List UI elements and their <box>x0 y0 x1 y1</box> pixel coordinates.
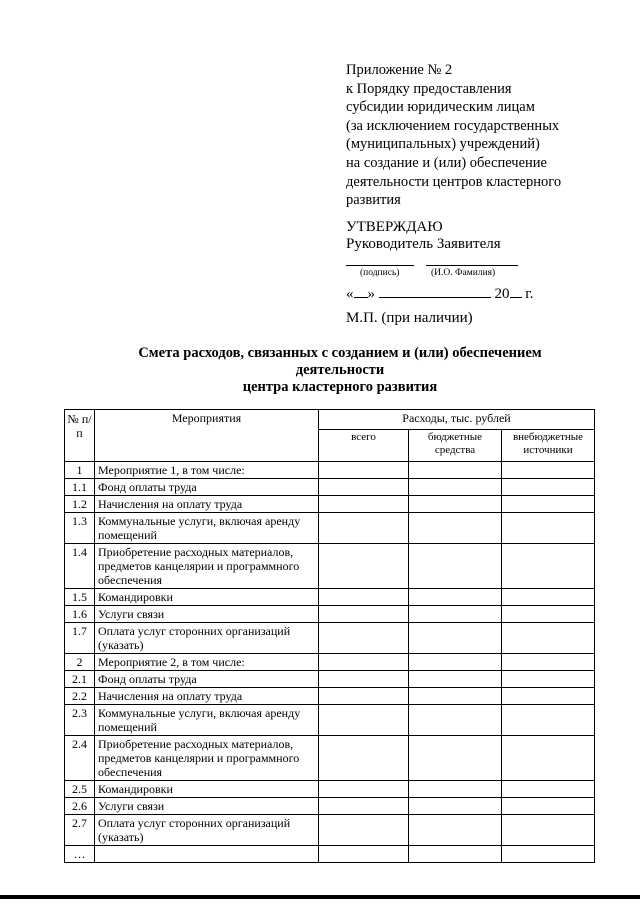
table-row <box>65 671 595 688</box>
date-suffix: г. <box>525 286 534 302</box>
table-row <box>65 798 595 815</box>
extra-budget-cell[interactable] <box>502 688 595 705</box>
row-number: 1.2 <box>65 496 95 513</box>
header-total: всего <box>319 430 409 462</box>
annex-line: (муниципальных) учреждений) <box>346 136 540 153</box>
annex-line: к Порядку предоставления <box>346 80 512 97</box>
row-activity: Командировки <box>95 781 319 798</box>
table-row <box>65 496 595 513</box>
total-cell[interactable] <box>319 654 409 671</box>
signature-caption: (подпись) <box>360 268 400 278</box>
row-activity: Фонд оплаты труда <box>95 671 319 688</box>
approval-role: Руководитель Заявителя <box>346 236 501 252</box>
row-number: 1.6 <box>65 606 95 623</box>
budget-table <box>64 409 595 863</box>
extra-budget-cell[interactable] <box>502 513 595 544</box>
header-expenses: Расходы, тыс. рублей <box>319 410 595 430</box>
row-activity: Фонд оплаты труда <box>95 479 319 496</box>
approval-date <box>346 283 533 303</box>
row-number: 1.7 <box>65 623 95 654</box>
row-number: 2.5 <box>65 781 95 798</box>
table-row <box>65 815 595 846</box>
header-activities: Мероприятия <box>95 410 319 462</box>
table-row <box>65 623 595 654</box>
approval-title: УТВЕРЖДАЮ <box>346 219 443 235</box>
signature-line <box>346 265 414 266</box>
row-number: 1.4 <box>65 544 95 589</box>
total-cell[interactable] <box>319 544 409 589</box>
budget-cell[interactable] <box>409 781 502 798</box>
table-row <box>65 606 595 623</box>
date-open-quote: « <box>346 286 354 302</box>
table-row <box>65 654 595 671</box>
name-line <box>426 265 518 266</box>
extra-budget-cell[interactable] <box>502 479 595 496</box>
row-number: 1.3 <box>65 513 95 544</box>
budget-cell[interactable] <box>409 654 502 671</box>
row-activity: Услуги связи <box>95 798 319 815</box>
total-cell[interactable] <box>319 462 409 479</box>
row-number: 2.2 <box>65 688 95 705</box>
row-number: 1.1 <box>65 479 95 496</box>
day-blank <box>354 283 368 298</box>
extra-budget-cell[interactable] <box>502 815 595 846</box>
total-cell[interactable] <box>319 688 409 705</box>
budget-table-body <box>65 462 595 863</box>
budget-cell[interactable] <box>409 671 502 688</box>
row-activity: Коммунальные услуги, включая аренду помещений <box>95 705 319 736</box>
table-row <box>65 589 595 606</box>
month-blank <box>379 283 491 298</box>
total-cell[interactable] <box>319 815 409 846</box>
row-activity: Услуги связи <box>95 606 319 623</box>
total-cell[interactable] <box>319 606 409 623</box>
row-number: 2.3 <box>65 705 95 736</box>
budget-cell[interactable] <box>409 705 502 736</box>
budget-cell[interactable] <box>409 815 502 846</box>
budget-cell[interactable] <box>409 513 502 544</box>
row-number: 2.7 <box>65 815 95 846</box>
annex-line: на создание и (или) обеспечение <box>346 154 547 171</box>
stamp-note: М.П. (при наличии) <box>346 310 473 326</box>
header-number: № п/п <box>65 410 95 462</box>
document-title <box>100 345 580 396</box>
annex-header <box>346 61 616 210</box>
row-activity: Оплата услуг сторонних организаций (указать) <box>95 623 319 654</box>
total-cell[interactable] <box>319 671 409 688</box>
row-number: 1 <box>65 462 95 479</box>
budget-cell[interactable] <box>409 496 502 513</box>
total-cell[interactable] <box>319 705 409 736</box>
budget-cell[interactable] <box>409 798 502 815</box>
annex-line: развития <box>346 192 401 209</box>
row-number: 1.5 <box>65 589 95 606</box>
extra-budget-cell[interactable] <box>502 589 595 606</box>
budget-cell[interactable] <box>409 846 502 863</box>
extra-budget-cell[interactable] <box>502 781 595 798</box>
annex-line: (за исключением государственных <box>346 117 560 134</box>
budget-cell[interactable] <box>409 606 502 623</box>
row-activity: Начисления на оплату труда <box>95 496 319 513</box>
extra-budget-cell[interactable] <box>502 705 595 736</box>
table-row <box>65 736 595 781</box>
budget-cell[interactable] <box>409 688 502 705</box>
row-number: 2.6 <box>65 798 95 815</box>
budget-cell[interactable] <box>409 736 502 781</box>
extra-budget-cell[interactable] <box>502 671 595 688</box>
row-number: 2.4 <box>65 736 95 781</box>
extra-budget-cell[interactable] <box>502 846 595 863</box>
year-blank <box>510 283 522 298</box>
budget-cell[interactable] <box>409 589 502 606</box>
annex-line: деятельности центров кластерного <box>346 173 562 190</box>
row-activity <box>95 846 319 863</box>
total-cell[interactable] <box>319 736 409 781</box>
total-cell[interactable] <box>319 846 409 863</box>
budget-cell[interactable] <box>409 544 502 589</box>
total-cell[interactable] <box>319 496 409 513</box>
total-cell[interactable] <box>319 798 409 815</box>
extra-budget-cell[interactable] <box>502 496 595 513</box>
table-row <box>65 544 595 589</box>
row-activity: Приобретение расходных материалов, предметов канцелярии и программного обеспечения <box>95 736 319 781</box>
table-row <box>65 479 595 496</box>
extra-budget-cell[interactable] <box>502 654 595 671</box>
row-number: 2 <box>65 654 95 671</box>
table-row <box>65 688 595 705</box>
header-extra-budget: внебюджетные источники <box>502 430 595 462</box>
extra-budget-cell[interactable] <box>502 544 595 589</box>
extra-budget-cell[interactable] <box>502 606 595 623</box>
extra-budget-cell[interactable] <box>502 798 595 815</box>
date-century: 20 <box>494 286 510 302</box>
table-row <box>65 781 595 798</box>
budget-cell[interactable] <box>409 479 502 496</box>
total-cell[interactable] <box>319 589 409 606</box>
total-cell[interactable] <box>319 513 409 544</box>
row-activity: Начисления на оплату труда <box>95 688 319 705</box>
total-cell[interactable] <box>319 623 409 654</box>
row-activity: Мероприятие 2, в том числе: <box>95 654 319 671</box>
row-activity: Коммунальные услуги, включая аренду помещений <box>95 513 319 544</box>
row-activity: Мероприятие 1, в том числе: <box>95 462 319 479</box>
row-number: 2.1 <box>65 671 95 688</box>
row-activity: Приобретение расходных материалов, предметов канцелярии и программного обеспечения <box>95 544 319 589</box>
budget-cell[interactable] <box>409 462 502 479</box>
title-line: центра кластерного развития <box>242 379 438 395</box>
row-activity: Оплата услуг сторонних организаций (указать) <box>95 815 319 846</box>
row-number: … <box>65 846 95 863</box>
title-line: Смета расходов, связанных с созданием и (или) обеспечением <box>138 345 542 361</box>
header-budget: бюджетные средства <box>409 430 502 462</box>
date-close-quote: » <box>367 286 375 302</box>
budget-cell[interactable] <box>409 623 502 654</box>
bottom-rule <box>0 895 640 899</box>
total-cell[interactable] <box>319 479 409 496</box>
total-cell[interactable] <box>319 781 409 798</box>
title-line: деятельности <box>295 362 385 378</box>
table-row <box>65 462 595 479</box>
extra-budget-cell[interactable] <box>502 623 595 654</box>
table-row <box>65 846 595 863</box>
annex-line: Приложение № 2 <box>346 62 453 78</box>
table-row <box>65 513 595 544</box>
extra-budget-cell[interactable] <box>502 462 595 479</box>
annex-line: субсидии юридическим лицам <box>346 99 535 116</box>
row-activity: Командировки <box>95 589 319 606</box>
extra-budget-cell[interactable] <box>502 736 595 781</box>
name-caption: (И.О. Фамилия) <box>431 268 496 278</box>
table-row <box>65 705 595 736</box>
